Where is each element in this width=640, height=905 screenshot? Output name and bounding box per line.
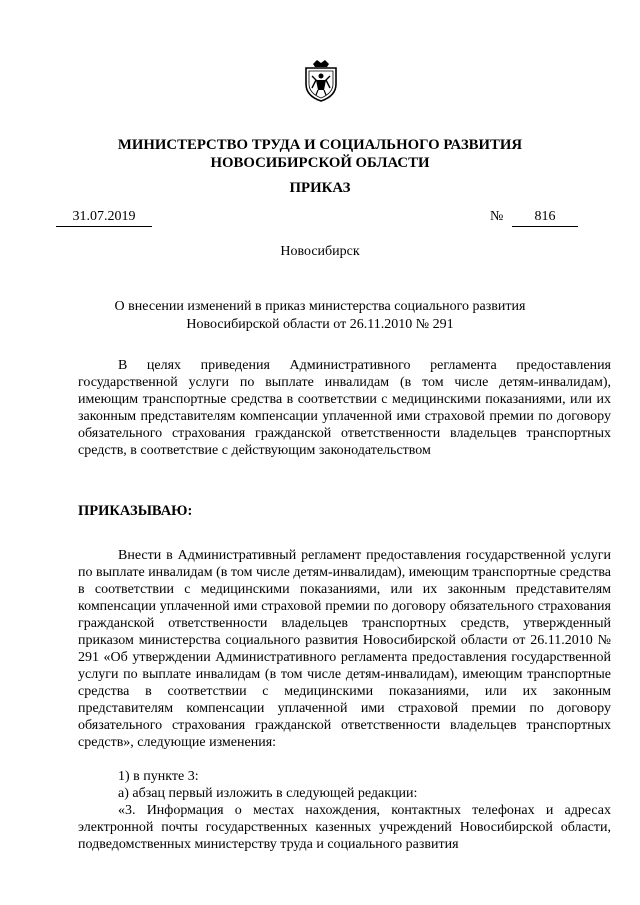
order-number: 816 xyxy=(512,208,578,227)
quoted-paragraph: «3. Информация о местах нахождения, контактных телефонах и адресах электронной почты государственных казенных учреждений Новосибирской области, подведомственных министерству труда и социального развития xyxy=(78,803,611,852)
order-word: ПРИКАЗЫВАЮ: xyxy=(78,503,193,519)
ministry-name xyxy=(0,136,640,172)
coat-of-arms-icon xyxy=(303,58,339,102)
main-paragraph: Внести в Административный регламент предоставления государственной услуги по выплате инвалидам (в том числе детям-инвалидам), имеющим транспортные средства в соответствии с медицинскими показаниями, или их законным представителям компенсации уплаченной ими страховой премии по договору обязательного страхования гражданской ответственности владельцев транспортных средств, утвержденный приказом министерства социального развития Новосибирской области от 26.11.2010 № 291 «Об утверждении Административного регламента предоставления государственной услуги по выплате инвалидам (в том числе детям-инвалидам), имеющим транспортные средства в соответствии с медицинскими показаниями, или их законным представителям компенсации уплаченной ими страховой премии по договору обязательного страхования гражданской ответственности владельцев транспортных средств», следующие изменения: xyxy=(78,548,611,750)
order-date: 31.07.2019 xyxy=(56,208,152,227)
number-sign: № xyxy=(490,209,504,224)
item-1: 1) в пункте 3: xyxy=(118,769,199,784)
order-subject xyxy=(100,298,540,334)
preamble-paragraph: В целях приведения Административного регламента предоставления государственной услуги по выплате инвалидам (в том числе детям-инвалидам), имеющим транспортные средства в соответствии с медицинскими показаниями, или их законным представителям компенсации уплаченной ими страховой премии по договору обязательного страхования гражданской ответственности владельцев транспортных средств, в соответствие с действующим законодательством xyxy=(78,358,611,458)
subject-line2: Новосибирской области от 26.11.2010 № 291 xyxy=(186,317,454,332)
item-1a: а) абзац первый изложить в следующей редакции: xyxy=(118,786,418,801)
city: Новосибирск xyxy=(280,244,360,259)
document-type: ПРИКАЗ xyxy=(289,180,351,196)
subject-line1: О внесении изменений в приказ министерства социального развития xyxy=(114,299,526,314)
ministry-name-line2: НОВОСИБИРСКОЙ ОБЛАСТИ xyxy=(210,155,430,171)
ministry-name-line1: МИНИСТЕРСТВО ТРУДА И СОЦИАЛЬНОГО РАЗВИТИЯ xyxy=(117,137,523,153)
